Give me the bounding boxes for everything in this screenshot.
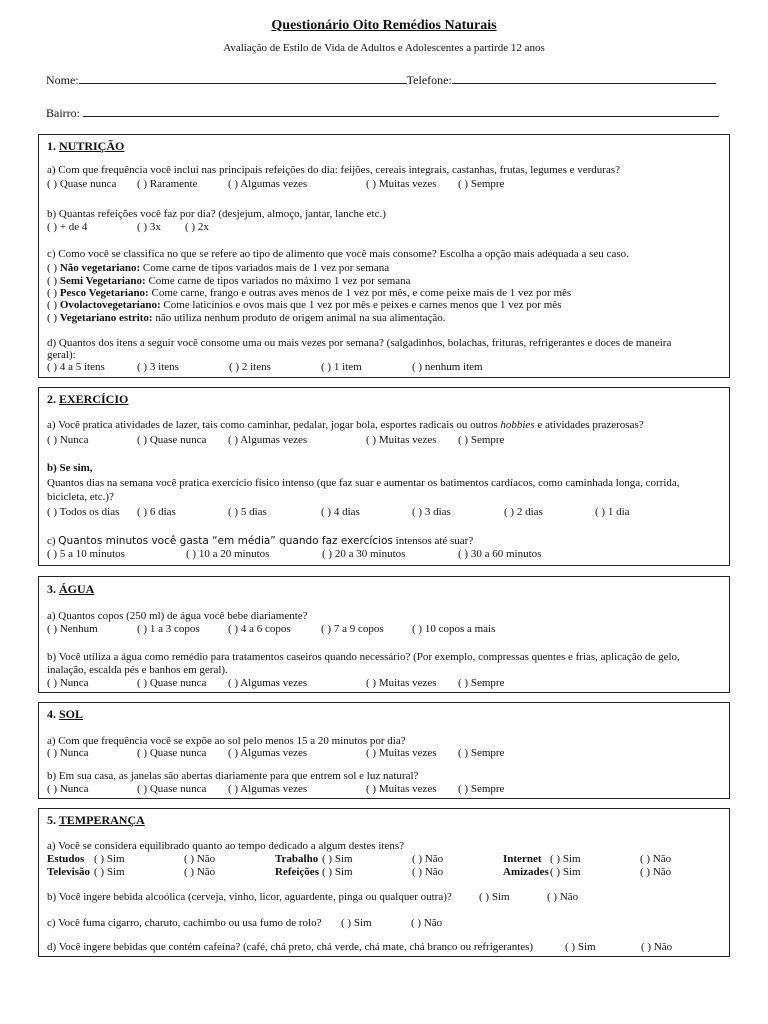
exercise-b-option-todos-os-dias[interactable]: ( ) Todos os dias xyxy=(47,506,120,518)
nutrition-c-item-semi-vegetariano[interactable]: ( ) Semi Vegetariano: Come carne de tipos variados no máximo 1 vez por semana xyxy=(47,275,411,287)
temperance-item-internet-label: Internet xyxy=(503,853,542,865)
water-a-option-1-3[interactable]: ( ) 1 a 3 copos xyxy=(137,623,200,635)
exercise-c-option-10-20[interactable]: ( ) 10 a 20 minutos xyxy=(186,548,270,560)
nutrition-d-option-nenhum-item[interactable]: ( ) nenhum item xyxy=(412,361,483,373)
sun-a-option-nunca[interactable]: ( ) Nunca xyxy=(47,747,89,759)
nutrition-a-option-raramente[interactable]: ( ) Raramente xyxy=(137,178,198,190)
exercise-b-option-3-dias[interactable]: ( ) 3 dias xyxy=(412,506,451,518)
nutrition-question-d-line1: d) Quantos dos itens a seguir você consome uma ou mais vezes por semana? (salgadinhos, bolachas, frituras, refrigerantes e doces de maneira xyxy=(47,337,672,349)
water-question-a: a) Quantos copos (250 ml) de água você bebe diariamente? xyxy=(47,610,308,622)
section-nutrition-heading: 1. NUTRIÇÃO xyxy=(47,139,125,153)
phone-field[interactable] xyxy=(452,72,716,84)
water-b-option-quase-nunca[interactable]: ( ) Quase nunca xyxy=(137,677,207,689)
nutrition-question-c: c) Como você se classifica no que se refere ao tipo de alimento que você mais consome? Escolha a opção mais adequada a seu caso. xyxy=(47,248,629,260)
section-exercise-heading: 2. EXERCÍCIO xyxy=(47,392,129,406)
exercise-a-option-nunca[interactable]: ( ) Nunca xyxy=(47,434,89,446)
temperance-amizades-nao[interactable]: ( ) Não xyxy=(640,866,672,878)
section-nutrition xyxy=(38,134,730,378)
temperance-question-c: c) Você fuma cigarro, charuto, cachimbo ou usa fumo de rolo? xyxy=(47,917,322,929)
temperance-b-nao[interactable]: ( ) Não xyxy=(547,891,579,903)
temperance-trabalho-sim[interactable]: ( ) Sim xyxy=(322,853,353,865)
sun-b-option-algumas-vezes[interactable]: ( ) Algumas vezes xyxy=(228,783,308,795)
temperance-c-sim[interactable]: ( ) Sim xyxy=(341,917,372,929)
nutrition-d-option-2-itens[interactable]: ( ) 2 itens xyxy=(229,361,271,373)
water-b-option-muitas-vezes[interactable]: ( ) Muitas vezes xyxy=(366,677,437,689)
section-temperance xyxy=(38,808,730,957)
name-label: Nome: xyxy=(46,73,79,87)
section-sun xyxy=(38,702,730,799)
exercise-question-c: c) Quantos minutos você gasta “em média” quando faz exercícios intensos até suar? xyxy=(47,535,474,547)
temperance-estudos-nao[interactable]: ( ) Não xyxy=(184,853,216,865)
sun-b-option-quase-nunca[interactable]: ( ) Quase nunca xyxy=(137,783,207,795)
temperance-question-b: b) Você ingere bebida alcoólica (cerveja, vinho, licor, aguardente, pinga ou qualquer outra)? xyxy=(47,891,452,903)
temperance-internet-sim[interactable]: ( ) Sim xyxy=(550,853,581,865)
sun-question-b: b) Em sua casa, as janelas são abertas diariamente para que entrem sol e luz natural? xyxy=(47,770,419,782)
water-b-option-nunca[interactable]: ( ) Nunca xyxy=(47,677,89,689)
exercise-question-b-label: b) Se sim, xyxy=(47,462,93,474)
temperance-item-amizades-label: Amizades xyxy=(503,866,549,878)
temperance-item-refeicoes-label: Refeições xyxy=(275,866,319,878)
temperance-item-trabalho-label: Trabalho xyxy=(275,853,319,865)
section-temperance-heading: 5. TEMPERANÇA xyxy=(47,813,145,827)
water-a-option-4-6[interactable]: ( ) 4 a 6 copos xyxy=(228,623,291,635)
sun-a-option-sempre[interactable]: ( ) Sempre xyxy=(458,747,505,759)
neighborhood-label: Bairro: xyxy=(46,106,80,120)
nutrition-c-item-nao-vegetariano[interactable]: ( ) Não vegetariano: Come carne de tipos variados mais de 1 vez por semana xyxy=(47,262,390,274)
nutrition-c-item-vegetariano-estrito[interactable]: ( ) Vegetariano estrito: não utiliza nenhum produto de origem animal na sua alimentação. xyxy=(47,312,446,324)
nutrition-a-option-muitas-vezes[interactable]: ( ) Muitas vezes xyxy=(366,178,437,190)
temperance-refeicoes-nao[interactable]: ( ) Não xyxy=(412,866,444,878)
exercise-question-b-line1: Quantos dias na semana você pratica exercício físico intenso (que faz suar e aumentar os batimentos cardíacos, como caminhada longa, corrida, xyxy=(47,477,680,489)
sun-b-option-nunca[interactable]: ( ) Nunca xyxy=(47,783,89,795)
temperance-estudos-sim[interactable]: ( ) Sim xyxy=(94,853,125,865)
water-question-b-line1: b) Você utiliza a água como remédio para tratamentos caseiros quando necessário? (Por exemplo, compressas quentes e frias, aplicação de gelo, xyxy=(47,651,680,663)
nutrition-question-a: a) Com que frequência você inclui nas principais refeições do dia: feijões, cereais integrais, castanhas, frutas, legumes e verduras? xyxy=(47,164,620,176)
temperance-televisao-nao[interactable]: ( ) Não xyxy=(184,866,216,878)
nutrition-b-option-3x[interactable]: ( ) 3x xyxy=(137,221,161,233)
exercise-c-option-20-30[interactable]: ( ) 20 a 30 minutos xyxy=(322,548,406,560)
nutrition-d-option-3-itens[interactable]: ( ) 3 itens xyxy=(137,361,179,373)
document-subtitle: Avaliação de Estilo de Vida de Adultos e Adolescentes a partirde 12 anos xyxy=(223,42,545,54)
temperance-c-nao[interactable]: ( ) Não xyxy=(411,917,443,929)
temperance-televisao-sim[interactable]: ( ) Sim xyxy=(94,866,125,878)
nutrition-b-option-4plus[interactable]: ( ) + de 4 xyxy=(47,221,88,233)
temperance-refeicoes-sim[interactable]: ( ) Sim xyxy=(322,866,353,878)
nutrition-d-option-4-5-itens[interactable]: ( ) 4 a 5 itens xyxy=(47,361,105,373)
water-b-option-sempre[interactable]: ( ) Sempre xyxy=(458,677,505,689)
exercise-b-option-6-dias[interactable]: ( ) 6 dias xyxy=(137,506,176,518)
exercise-question-b-line2: bicicleta, etc.)? xyxy=(47,491,114,503)
temperance-item-televisao-label: Televisão xyxy=(47,866,90,878)
sun-b-option-sempre[interactable]: ( ) Sempre xyxy=(458,783,505,795)
section-water xyxy=(38,576,730,693)
exercise-b-option-1-dia[interactable]: ( ) 1 dia xyxy=(595,506,630,518)
nutrition-a-option-sempre[interactable]: ( ) Sempre xyxy=(458,178,505,190)
exercise-b-option-5-dias[interactable]: ( ) 5 dias xyxy=(228,506,267,518)
exercise-a-option-sempre[interactable]: ( ) Sempre xyxy=(458,434,505,446)
sun-b-option-muitas-vezes[interactable]: ( ) Muitas vezes xyxy=(366,783,437,795)
section-exercise xyxy=(38,387,730,566)
nutrition-c-item-pesco-vegetariano[interactable]: ( ) Pesco Vegetariano: Come carne, frango e outras aves menos de 1 vez por mês, e come peixe mais de 1 vez por mês xyxy=(47,287,572,299)
water-a-option-10-mais[interactable]: ( ) 10 copos a mais xyxy=(412,623,496,635)
exercise-a-option-quase-nunca[interactable]: ( ) Quase nunca xyxy=(137,434,207,446)
name-phone-row xyxy=(46,72,716,88)
phone-label: Telefone: xyxy=(406,73,452,87)
sun-a-option-muitas-vezes[interactable]: ( ) Muitas vezes xyxy=(366,747,437,759)
nutrition-a-option-algumas-vezes[interactable]: ( ) Algumas vezes xyxy=(228,178,308,190)
temperance-item-estudos-label: Estudos xyxy=(47,853,85,865)
exercise-a-option-muitas-vezes[interactable]: ( ) Muitas vezes xyxy=(366,434,437,446)
sun-question-a: a) Com que frequência você se expõe ao sol pelo menos 15 a 20 minutos por dia? xyxy=(47,735,406,747)
nutrition-a-option-quase-nunca[interactable]: ( ) Quase nunca xyxy=(47,178,117,190)
temperance-amizades-sim[interactable]: ( ) Sim xyxy=(550,866,581,878)
nutrition-d-option-1-item[interactable]: ( ) 1 item xyxy=(321,361,362,373)
temperance-d-nao[interactable]: ( ) Não xyxy=(641,941,673,953)
nutrition-b-option-2x[interactable]: ( ) 2x xyxy=(185,221,209,233)
nutrition-question-b: b) Quantas refeições você faz por dia? (desjejum, almoço, jantar, lanche etc.) xyxy=(47,208,386,220)
section-sun-heading: 4. SOL xyxy=(47,707,84,721)
neighborhood-row xyxy=(46,105,719,121)
exercise-c-option-30-60[interactable]: ( ) 30 a 60 minutos xyxy=(458,548,542,560)
temperance-trabalho-nao[interactable]: ( ) Não xyxy=(412,853,444,865)
water-a-option-nenhum[interactable]: ( ) Nenhum xyxy=(47,623,98,635)
sun-a-option-algumas-vezes[interactable]: ( ) Algumas vezes xyxy=(228,747,308,759)
section-water-heading: 3. ÁGUA xyxy=(47,582,95,596)
exercise-b-option-2-dias[interactable]: ( ) 2 dias xyxy=(504,506,543,518)
temperance-internet-nao[interactable]: ( ) Não xyxy=(640,853,672,865)
water-a-option-7-9[interactable]: ( ) 7 a 9 copos xyxy=(321,623,384,635)
document-title: Questionário Oito Remédios Naturais xyxy=(271,18,497,33)
exercise-a-option-algumas-vezes[interactable]: ( ) Algumas vezes xyxy=(228,434,308,446)
sun-a-option-quase-nunca[interactable]: ( ) Quase nunca xyxy=(137,747,207,759)
nutrition-c-item-ovolactovegetariano[interactable]: ( ) Ovolactovegetariano: Come laticínios e ovos mais que 1 vez por mês e peixes e carnes menos que 1 vez por mês xyxy=(47,299,562,311)
temperance-question-a: a) Você se considera equilibrado quanto ao tempo dedicado a algum destes itens? xyxy=(47,840,404,852)
neighborhood-field[interactable] xyxy=(83,105,719,117)
exercise-c-option-5-10[interactable]: ( ) 5 a 10 minutos xyxy=(47,548,125,560)
exercise-question-a: a) Você pratica atividades de lazer, tais como caminhar, pedalar, jogar bola, esportes radicais ou outros hobbies e atividades prazerosas? xyxy=(47,419,644,431)
temperance-d-sim[interactable]: ( ) Sim xyxy=(565,941,596,953)
exercise-b-option-4-dias[interactable]: ( ) 4 dias xyxy=(321,506,360,518)
temperance-question-d: d) Você ingere bebidas que contém cafeína? (café, chá preto, chá verde, chá mate, chá branco ou refrigerantes) xyxy=(47,941,534,953)
nutrition-question-d-line2: geral): xyxy=(47,349,76,361)
water-question-b-line2: inalação, escalda pés e banhos em geral). xyxy=(47,664,228,676)
temperance-b-sim[interactable]: ( ) Sim xyxy=(479,891,510,903)
name-field[interactable] xyxy=(79,72,407,84)
water-b-option-algumas-vezes[interactable]: ( ) Algumas vezes xyxy=(228,677,308,689)
